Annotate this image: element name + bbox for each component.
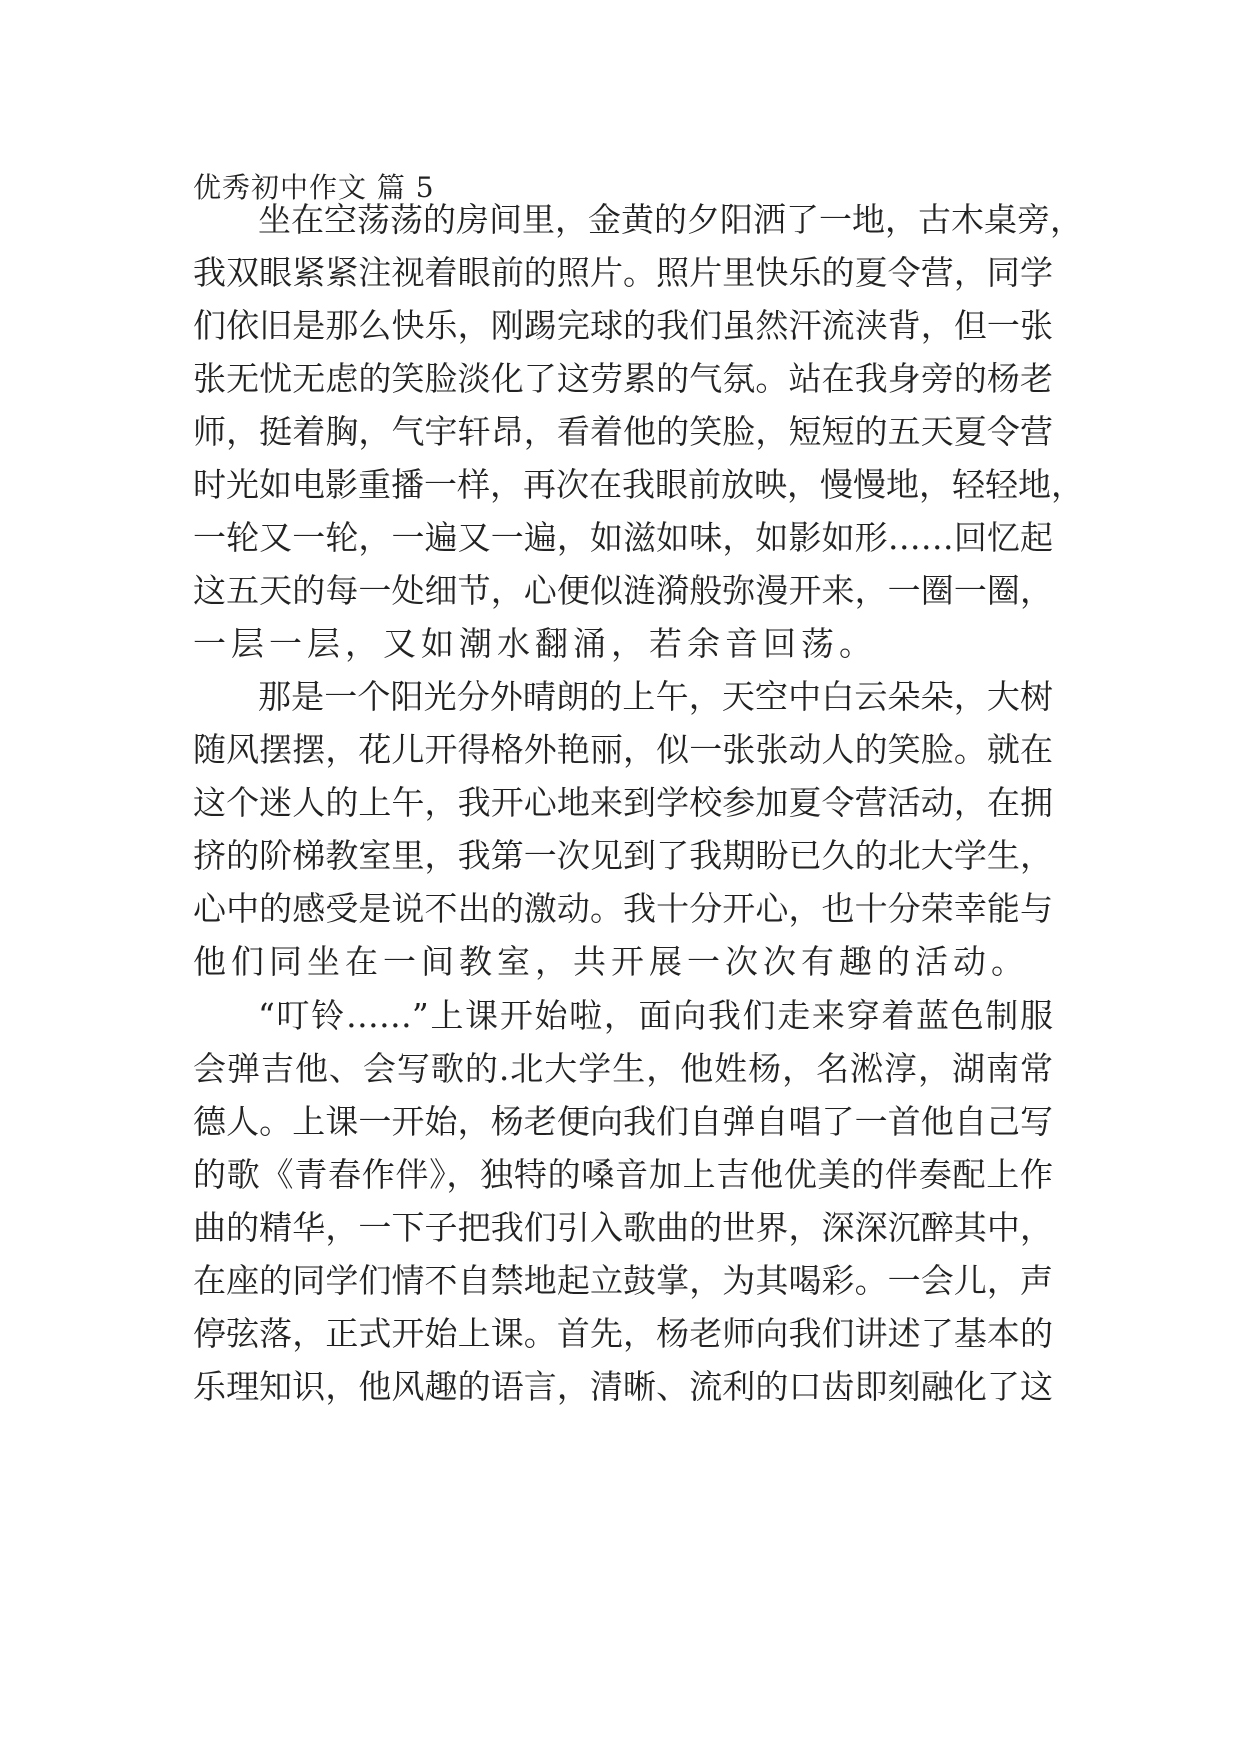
paragraph-1-line-8: 这五天的每一处细节，心便似涟漪般弥漫开来，一圈一圈， [193,571,1053,610]
paragraph-3-line-8: 乐理知识，他风趣的语言，清晰、流利的口齿即刻融化了这 [193,1367,1053,1406]
paragraph-1-line-9: 一层一层，又如潮水翻涌，若余音回荡。 [193,624,877,663]
paragraph-2-line-6: 他们同坐在一间教室，共开展一次次有趣的活动。 [193,942,1029,981]
paragraph-3-line-4: 的歌《青春作伴》，独特的嗓音加上吉他优美的伴奏配上作 [193,1155,1053,1194]
paragraph-1-line-6: 时光如电影重播一样，再次在我眼前放映，慢慢地，轻轻地， [193,465,1084,504]
paragraph-1-line-5: 师，挺着胸，气宇轩昂，看着他的笑脸，短短的五天夏令营 [193,412,1053,451]
paragraph-2-line-1: 那是一个阳光分外晴朗的上午，天空中白云朵朵，大树 [258,677,1053,716]
paragraph-1-line-4: 张无忧无虑的笑脸淡化了这劳累的气氛。站在我身旁的杨老 [193,359,1053,398]
paragraph-2-line-2: 随风摆摆，花儿开得格外艳丽，似一张张动人的笑脸。就在 [193,730,1053,769]
paragraph-3-line-1: “叮铃……”上课开始啦，面向我们走来穿着蓝色制服 [258,996,1053,1035]
paragraph-2-line-4: 挤的阶梯教室里，我第一次见到了我期盼已久的北大学生， [193,836,1053,875]
paragraph-3-line-6: 在座的同学们情不自禁地起立鼓掌，为其喝彩。一会儿，声 [193,1261,1053,1300]
paragraph-3-line-2: 会弹吉他、会写歌的.北大学生，他姓杨，名淞淳，湖南常 [193,1049,1053,1088]
paragraph-3-line-5: 曲的精华，一下子把我们引入歌曲的世界，深深沉醉其中， [193,1208,1053,1247]
document-title: 优秀初中作文 篇 5 [193,171,435,204]
paragraph-1-line-7: 一轮又一轮，一遍又一遍，如滋如味，如影如形……回忆起 [193,518,1053,557]
paragraph-1-line-1: 坐在空荡荡的房间里，金黄的夕阳洒了一地，古木桌旁， [258,200,1083,239]
paragraph-1-line-3: 们依旧是那么快乐，刚踢完球的我们虽然汗流浃背，但一张 [193,306,1053,345]
paragraph-2-line-3: 这个迷人的上午，我开心地来到学校参加夏令营活动，在拥 [193,783,1053,822]
paragraph-3-line-3: 德人。上课一开始，杨老便向我们自弹自唱了一首他自己写 [193,1102,1053,1141]
paragraph-2-line-5: 心中的感受是说不出的激动。我十分开心，也十分荣幸能与 [193,889,1053,928]
paragraph-1-line-2: 我双眼紧紧注视着眼前的照片。照片里快乐的夏令营，同学 [193,253,1053,292]
paragraph-3-line-7: 停弦落，正式开始上课。首先，杨老师向我们讲述了基本的 [193,1314,1053,1353]
